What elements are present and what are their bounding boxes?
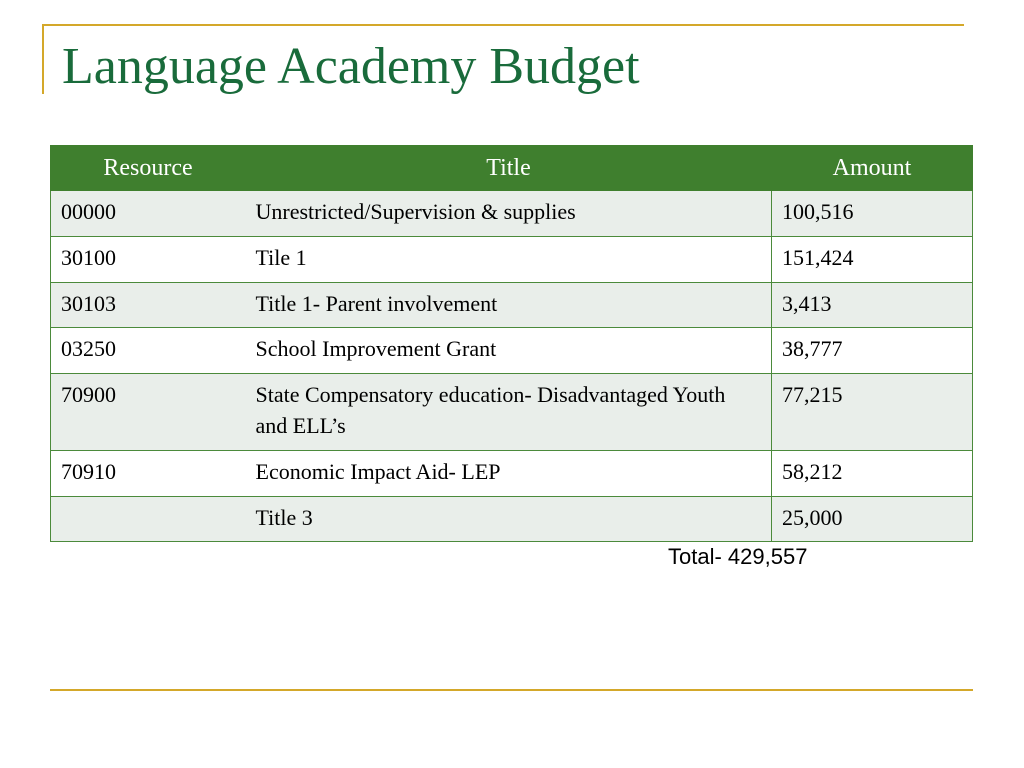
table-row [51, 191, 973, 237]
resource-cell: 30103 [51, 282, 246, 328]
header-title: Title [246, 146, 772, 191]
table-row [51, 450, 973, 496]
budget-table [50, 145, 973, 542]
title-cell: Title 3 [246, 496, 772, 542]
resource-cell: 70910 [51, 450, 246, 496]
resource-cell: 70900 [51, 374, 246, 451]
slide-title: Language Academy Budget [62, 38, 640, 95]
title-cell: School Improvement Grant [246, 328, 772, 374]
title-cell: Economic Impact Aid- LEP [246, 450, 772, 496]
title-cell: Unrestricted/Supervision & supplies [246, 191, 772, 237]
amount-cell: 151,424 [772, 236, 973, 282]
budget-total: Total- 429,557 [668, 544, 808, 569]
resource-cell: 30100 [51, 236, 246, 282]
title-cell: Title 1- Parent involvement [246, 282, 772, 328]
title-cell: State Compensatory education- Disadvantaged Youth and ELL’s [246, 374, 772, 451]
amount-cell: 100,516 [772, 191, 973, 237]
resource-cell: 00000 [51, 191, 246, 237]
title-cell: Tile 1 [246, 236, 772, 282]
table-row [51, 282, 973, 328]
table-row [51, 374, 973, 451]
title-accent-vertical-line [42, 24, 44, 94]
footer-accent-line [50, 689, 973, 691]
table-header-row [51, 146, 973, 191]
resource-cell: 03250 [51, 328, 246, 374]
amount-cell: 3,413 [772, 282, 973, 328]
amount-cell: 77,215 [772, 374, 973, 451]
table-row [51, 496, 973, 542]
amount-cell: 58,212 [772, 450, 973, 496]
title-accent-top-line [42, 24, 964, 26]
amount-cell: 25,000 [772, 496, 973, 542]
table-row [51, 328, 973, 374]
amount-cell: 38,777 [772, 328, 973, 374]
header-amount: Amount [772, 146, 973, 191]
header-resource: Resource [51, 146, 246, 191]
table-row [51, 236, 973, 282]
resource-cell [51, 496, 246, 542]
